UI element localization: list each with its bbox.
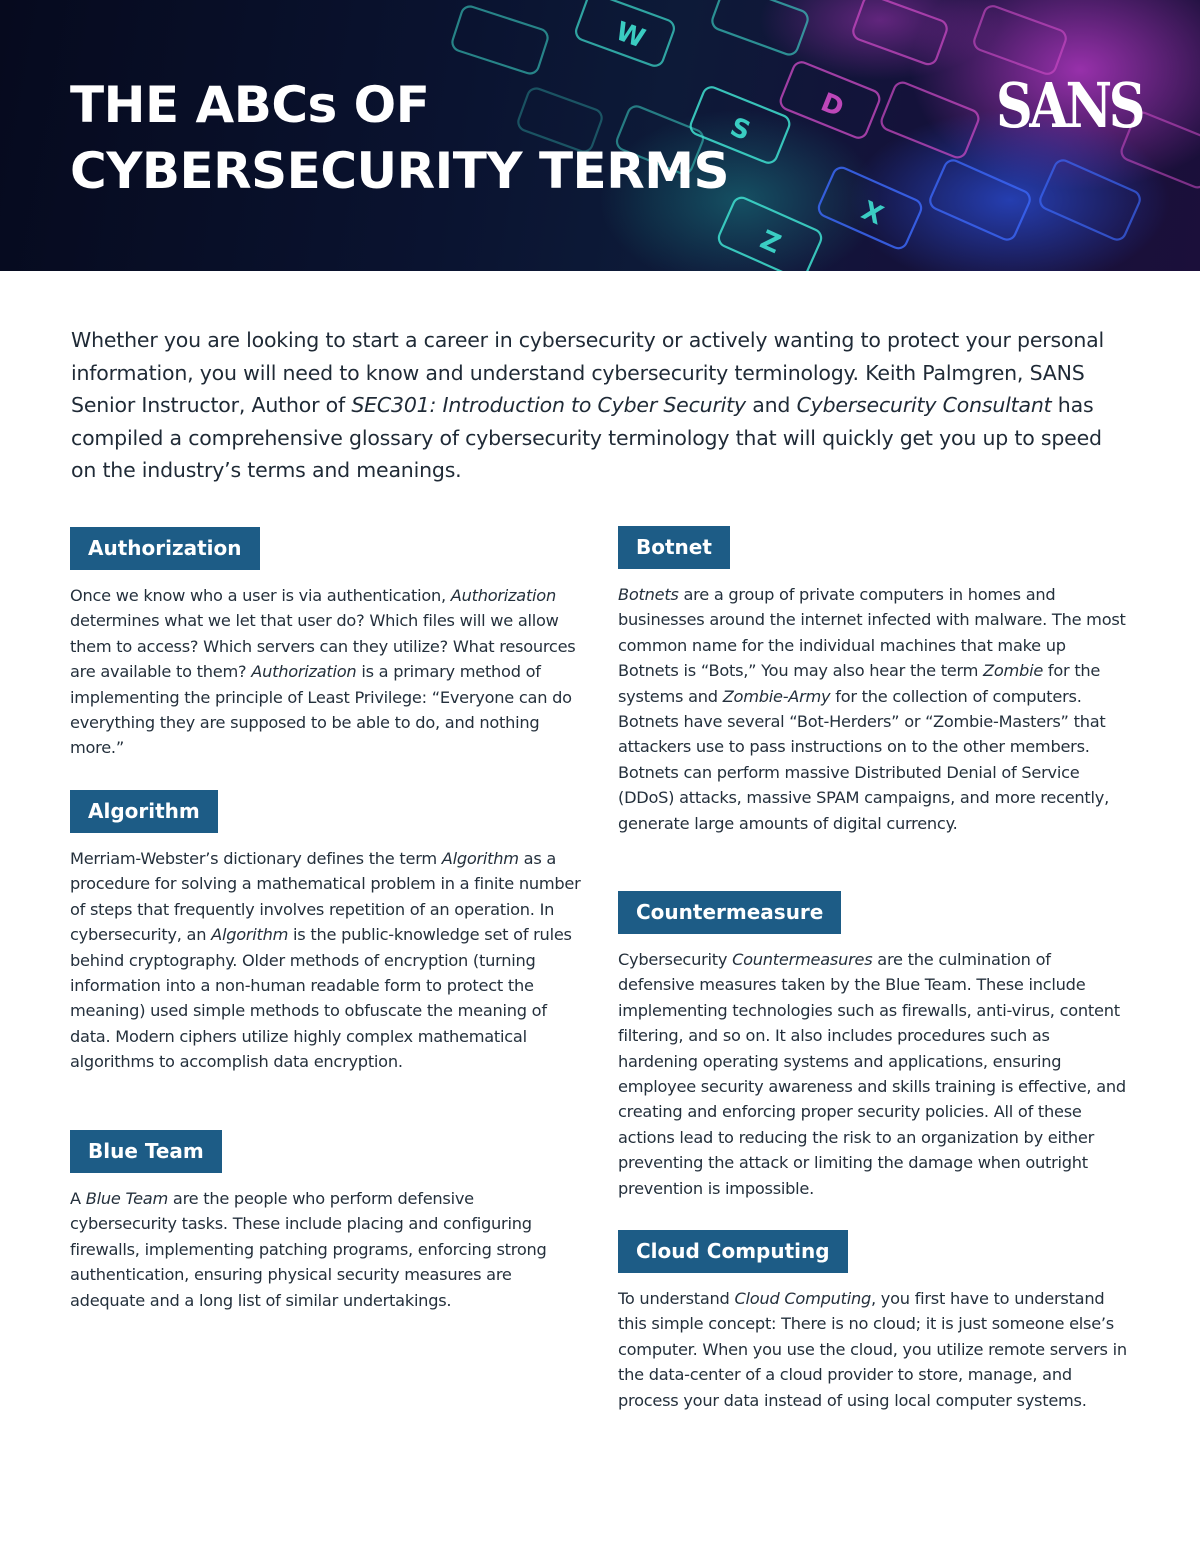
intro-text-3: has compiled a comprehensive glossary of cybersecurity terminology that will quickly get you up to speed on the industry’s terms and meanings. bbox=[71, 393, 1102, 483]
term-cloud-computing bbox=[618, 1230, 1130, 1413]
term-definition: Botnets are a group of private computers in homes and businesses around the internet infected with malware. The most common name for the individual machines that make up Botnets is “Bots,” You may also hear the term Zombie for the systems and Zombie-Army for the collection of computers. Botnets have several “Bot-Herders” or “Zombie-Masters” that attackers use to pass instructions on to the other members. Botnets can perform massive Distributed Denial of Service (DDoS) attacks, massive SPAM campaigns, and more recently, generate large amounts of digital currency. bbox=[618, 585, 1126, 833]
term-heading: Algorithm bbox=[70, 790, 218, 833]
sans-logo: SANS bbox=[996, 69, 1143, 142]
term-heading: Botnet bbox=[618, 526, 730, 569]
term-definition: A Blue Team are the people who perform defensive cybersecurity tasks. These include placing and configuring firewalls, implementing patching programs, enforcing strong authentication, ensuring physical security measures are adequate and a long list of similar undertakings. bbox=[70, 1189, 547, 1310]
intro-paragraph bbox=[71, 324, 1131, 487]
key-letter: W bbox=[611, 16, 649, 55]
key-outline bbox=[450, 4, 550, 76]
term-authorization bbox=[70, 527, 582, 761]
term-definition: Merriam-Webster’s dictionary defines the term Algorithm as a procedure for solving a mathematical problem in a finite number of steps that frequently involves repetition of an operation. In cybersecurity, an Algorithm is the public-knowledge set of rules behind cryptography. Older methods of encryption (turning information into a non-human readable form to protect the meaning) used simple methods to obfuscate the meaning of data. Modern ciphers utilize highly complex mathematical algorithms to accomplish data encryption. bbox=[70, 849, 581, 1072]
term-definition: Cybersecurity Countermeasures are the culmination of defensive measures taken by the Blue Team. These include implementing technologies such as firewalls, anti-virus, content filtering, and so on. It also includes procedures such as hardening operating systems and applications, ensuring employee security awareness and skills training is effective, and creating and enforcing proper security policies. All of these actions lead to reducing the risk to an organization by either preventing the attack or limiting the damage when outright prevention is impossible. bbox=[618, 950, 1126, 1198]
page-title bbox=[70, 72, 729, 204]
term-heading: Countermeasure bbox=[618, 891, 841, 934]
key-letter: Z bbox=[755, 225, 785, 261]
term-blue-team bbox=[70, 1130, 582, 1313]
title-line-2: CYBERSECURITY TERMS bbox=[70, 142, 729, 200]
term-heading: Cloud Computing bbox=[618, 1230, 848, 1273]
title-line-1: THE ABCs OF bbox=[70, 76, 430, 134]
term-algorithm bbox=[70, 790, 582, 1075]
key-letter: D bbox=[816, 87, 848, 124]
intro-course-title-2: Cybersecurity Consultant bbox=[796, 393, 1052, 418]
key-letter: S bbox=[725, 112, 755, 147]
term-countermeasure bbox=[618, 891, 1130, 1201]
term-definition: Once we know who a user is via authentication, Authorization determines what we let that user do? Which files will we allow them to access? Which servers can they utilize? What resources are available to them? Authorization is a primary method of implementing the principle of Least Privilege: “Everyone can do everything they are supposed to be able to do, and nothing more.” bbox=[70, 586, 576, 758]
intro-text-1: Whether you are looking to start a career in cybersecurity or actively wanting to protect your personal information, you will need to know and understand cybersecurity terminology. Keith Palmgren, SANS Senior Instructor, Author of bbox=[71, 328, 1104, 418]
term-heading: Authorization bbox=[70, 527, 260, 570]
intro-text-2: and bbox=[745, 393, 797, 418]
term-botnet bbox=[618, 526, 1130, 836]
hero-banner bbox=[0, 0, 1200, 271]
key-letter: X bbox=[856, 195, 888, 232]
term-definition: To understand Cloud Computing, you first have to understand this simple concept: There is no cloud; it is just someone else’s computer. When you use the cloud, you utilize remote servers in the data-center of a cloud provider to store, manage, and process your data instead of using local computer systems. bbox=[618, 1289, 1127, 1410]
term-heading: Blue Team bbox=[70, 1130, 222, 1173]
intro-course-title: SEC301: Introduction to Cyber Security bbox=[351, 393, 746, 418]
